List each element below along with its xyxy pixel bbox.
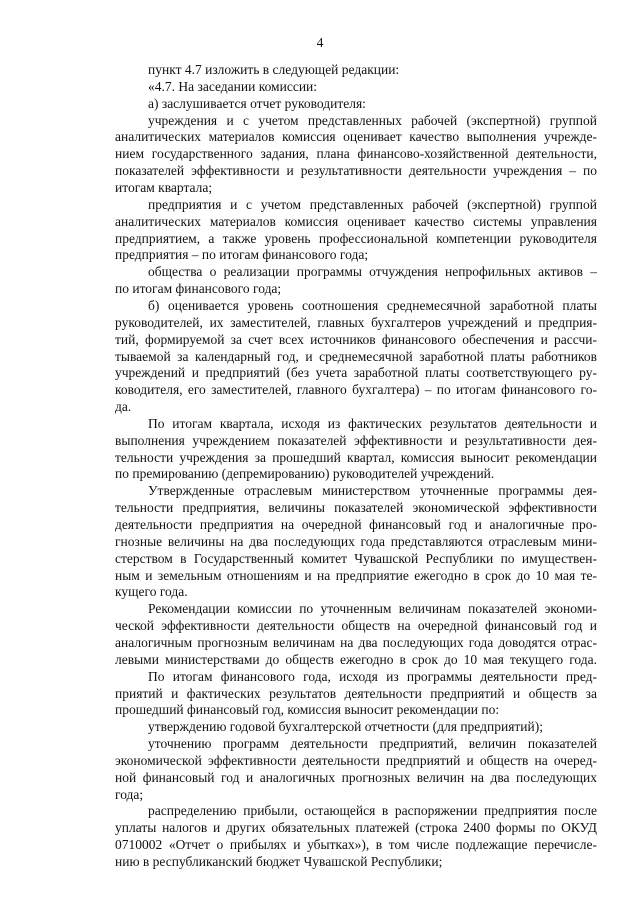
text-line: левыми министерствами до обществ ежегодно в срок до 10 мая текущего года. — [115, 651, 597, 667]
text-line: итогам квартала; — [115, 180, 213, 195]
text-line: б) оценивается уровень соотношения среднемесячной заработной платы — [148, 297, 597, 313]
text-line: года; — [115, 786, 144, 802]
text-line: предприятия и с учетом представленных рабочей (экспертной) группой — [148, 196, 597, 212]
page-number: 4 — [316, 35, 324, 50]
text-line: уплаты налогов и других обязательных платежей (строка 2400 формы по ОКУД — [115, 820, 597, 836]
text-line: гнозные величины на два последующих года представляются отраслевым мини- — [115, 533, 597, 549]
text-line: по итогам финансового года; — [115, 281, 282, 297]
text-line: показателей эффективности и результативности деятельности учреждения – по — [115, 163, 597, 179]
text-line: тываемой за календарный год, и среднемесячной заработной платы работников — [115, 348, 597, 364]
text-line: нию в республиканский бюджет Чувашской Республики; — [115, 854, 443, 869]
text-line: руководителей, их заместителей, главных бухгалтеров учреждений и предприя- — [115, 314, 597, 330]
text-line: уточнению программ деятельности предприятий, величин показателей — [148, 736, 597, 751]
text-line: предприятием, а также уровень профессиональной компетенции руководителя — [115, 230, 597, 246]
text-line: тий, формируемой за счет всех источников финансового обеспечения и рассчи- — [115, 331, 597, 347]
text-line: утверждению годовой бухгалтерской отчетности (для предприятий); — [148, 719, 543, 735]
text-line: «4.7. На заседании комиссии: — [148, 78, 318, 94]
text-line: распределению прибыли, остающейся в распоряжении предприятия после — [148, 803, 597, 819]
text-line: ным и земельным отношениям и на предприятие ежегодно в срок до 10 мая те- — [115, 567, 597, 583]
text-line: нием государственного задания, плана финансово-хозяйственной деятельности, — [115, 146, 597, 162]
text-line: общества о реализации программы отчуждения непрофильных активов – — [148, 264, 597, 280]
text-line: По итогам квартала, исходя из фактических результатов деятельности и — [148, 415, 597, 431]
text-line: ческой эффективности деятельности обществ на очередной финансовый год и — [115, 618, 597, 634]
text-line: аналитических материалов комиссия оценивает качество системы управления — [115, 213, 597, 229]
text-line: аналитических материалов комиссия оценивает качество выполнения учрежде- — [115, 129, 597, 145]
text-line: По итогам финансового года, исходя из программы деятельности пред- — [148, 668, 597, 684]
text-line: деятельности предприятия на очередной финансовый год и аналогичные про- — [115, 517, 597, 532]
text-line: экономической эффективности деятельности предприятий и обществ на очеред- — [115, 752, 597, 768]
text-line: прошедший финансовый год, комиссия выносит рекомендации по: — [115, 702, 500, 718]
text-line: выполнения учреждением показателей эффективности и результативности дея- — [115, 432, 597, 448]
text-line: а) заслушивается отчет руководителя: — [148, 95, 366, 111]
text-line: кущего года. — [115, 584, 188, 600]
text-line: учреждения и с учетом представленных рабочей (экспертной) группой — [148, 112, 597, 128]
text-line: приятий и фактических результатов деятельности предприятий и обществ за — [115, 685, 597, 701]
text-line: ной финансовый год и аналогичных прогнозных величин на два последующих — [115, 769, 597, 785]
text-line: аналогичным прогнозным величинам на два последующих года доводятся отрас- — [115, 634, 597, 650]
text-line: тельности учреждения за прошедший квартал, комиссия выносит рекомендации — [115, 449, 597, 465]
text-line: тельности предприятия, величины показателей экономической эффективности — [115, 500, 597, 516]
text-line: по премированию (депремированию) руководителей учреждений. — [115, 466, 495, 482]
text-line: да. — [115, 399, 132, 414]
text-line: предприятия – по итогам финансового года; — [115, 247, 369, 263]
text-line: Утвержденные отраслевым министерством уточненные программы дея- — [148, 483, 597, 499]
text-line: учреждений и предприятий (без учета заработной платы соответствующего ру- — [115, 365, 597, 381]
text-line: ководителя, его заместителей, главного бухгалтера) – по итогам финансового го- — [115, 382, 597, 398]
text-line: Рекомендации комиссии по уточненным величинам показателей экономи- — [148, 601, 597, 617]
text-line: пункт 4.7 изложить в следующей редакции: — [148, 62, 400, 77]
text-line: стерством в Государственный комитет Чувашской Республики по имуществен- — [115, 550, 597, 566]
text-line: 0710002 «Отчет о прибылях и убытках»), в том числе подлежащие перечисле- — [115, 837, 597, 853]
